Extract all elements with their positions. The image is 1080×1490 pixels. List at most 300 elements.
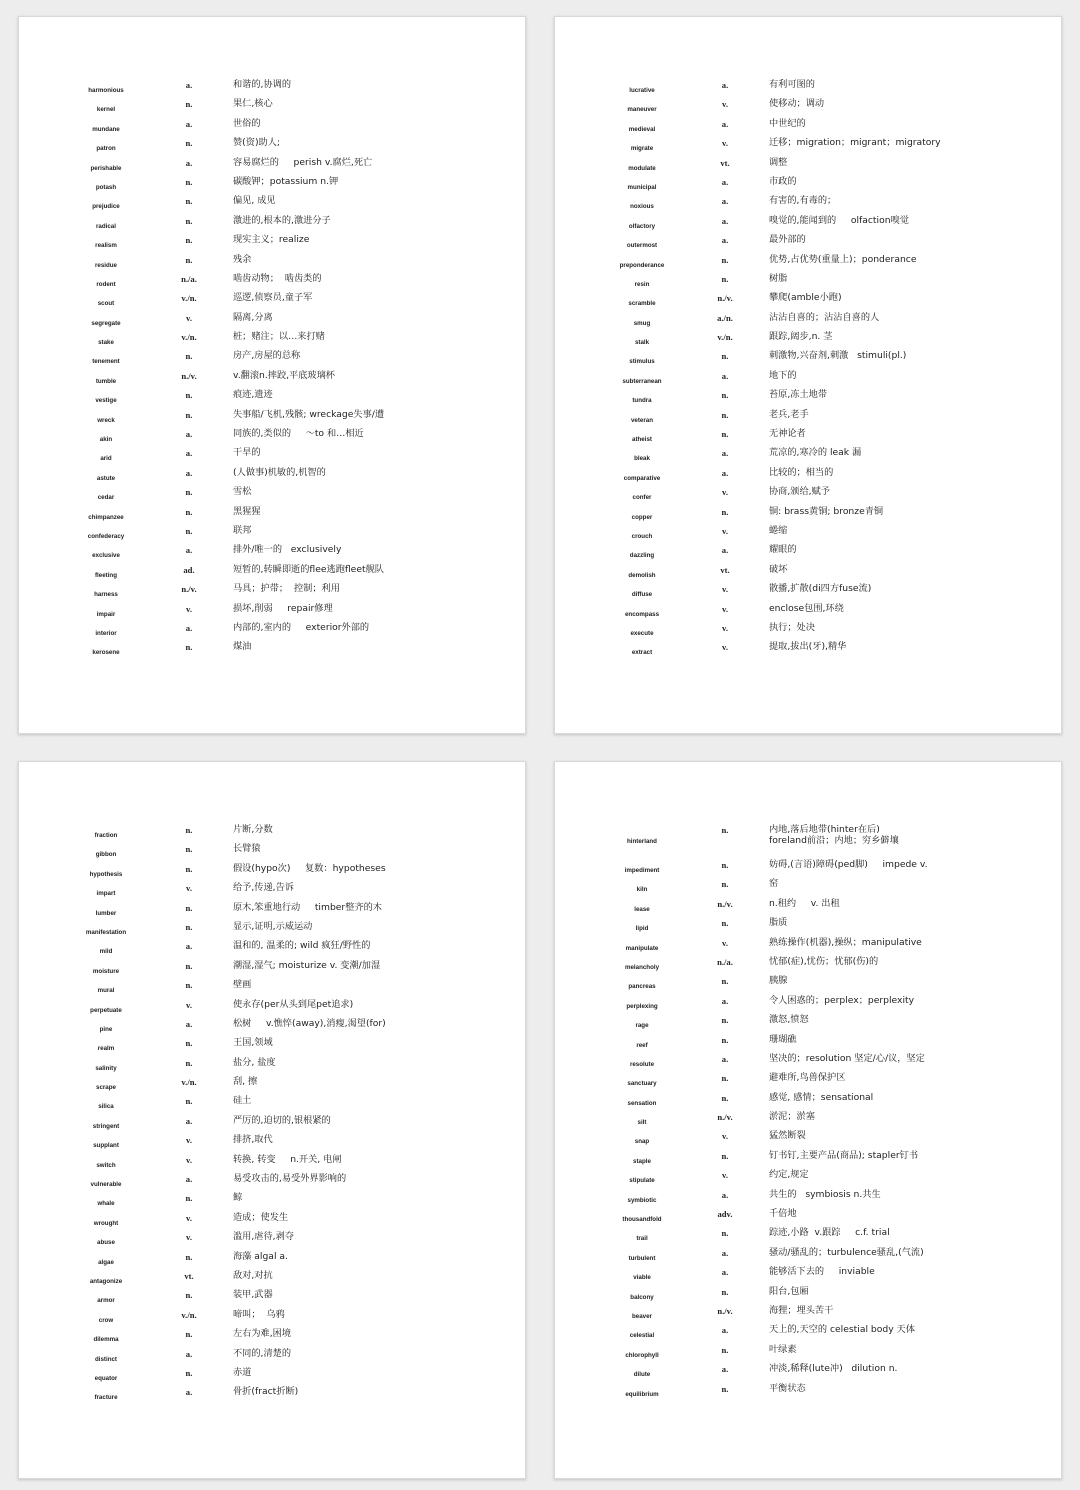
vocab-word: cedar: [97, 494, 115, 502]
part-of-speech: v.: [722, 937, 728, 948]
part-of-speech: v./n.: [181, 332, 197, 343]
vocab-row: [555, 1226, 1061, 1245]
vocab-word: tundra: [632, 397, 652, 405]
vocab-word: dilemma: [93, 1336, 119, 1344]
vocab-definition: 硅土: [233, 1095, 252, 1107]
vocab-word: akin: [99, 436, 113, 444]
vocab-definition: 踪迹,小路 v.跟踪 c.f. trial: [769, 1227, 890, 1239]
vocab-word: kiln: [636, 886, 648, 894]
part-of-speech: n./v.: [717, 1112, 733, 1123]
vocab-row: [19, 524, 525, 543]
vocab-definition: 跟踪,阔步,n. 茎: [769, 331, 833, 343]
part-of-speech: n.: [185, 409, 193, 420]
vocab-word: impediment: [624, 867, 660, 874]
vocab-row: [555, 897, 1061, 916]
vocab-definition: 残余: [233, 253, 252, 265]
vocab-row: [555, 858, 1061, 877]
vocab-row: [19, 939, 525, 958]
vocab-definition: 有利可图的: [769, 79, 815, 90]
vocabulary-list: [555, 78, 1061, 660]
vocab-row: [19, 485, 525, 504]
vocab-word: veteran: [630, 416, 653, 424]
vocab-row: [555, 233, 1061, 252]
vocab-word: encompass: [624, 610, 660, 618]
vocab-row: [19, 1075, 525, 1094]
part-of-speech: n.: [721, 409, 729, 420]
vocab-row: [19, 901, 525, 920]
part-of-speech: n./v.: [181, 584, 197, 595]
vocab-row: [19, 446, 525, 465]
vocab-word: harmonious: [88, 87, 124, 94]
vocab-definition: 妨碍,(言语)障碍(ped脚) impede v.: [769, 859, 928, 870]
vocab-word: maneuver: [627, 106, 657, 114]
vocab-row: [19, 1172, 525, 1191]
vocab-definition: 桩；赌注；以…来打赌: [233, 331, 325, 343]
part-of-speech: a.: [721, 545, 729, 556]
vocab-definition: 造成；使发生: [233, 1211, 289, 1223]
vocab-definition: 易受攻击的,易受外界影响的: [233, 1173, 347, 1185]
vocab-word: stringent: [92, 1122, 120, 1130]
vocab-word: crouch: [631, 532, 653, 540]
vocab-row: [19, 1288, 525, 1307]
vocab-definition: 协商,颁给,赋予: [769, 486, 830, 498]
part-of-speech: a.: [721, 118, 729, 129]
vocab-definition: 避难所,鸟兽保护区: [769, 1072, 846, 1084]
part-of-speech: ad.: [183, 564, 195, 575]
part-of-speech: n.: [185, 525, 193, 536]
vocab-definition: 王国,领域: [233, 1037, 273, 1049]
vocab-definition: 熟练操作(机器),操纵；manipulative: [769, 936, 922, 948]
part-of-speech: vt.: [720, 157, 730, 168]
vocab-definition: 联邦: [233, 524, 252, 536]
vocab-word: sensation: [627, 1099, 657, 1107]
vocab-definition: 比较的；相当的: [769, 466, 834, 478]
vocab-word: tumble: [95, 377, 117, 385]
part-of-speech: n.: [185, 235, 193, 246]
part-of-speech: n.: [185, 902, 193, 913]
part-of-speech: n.: [185, 1193, 193, 1204]
vocab-row: [19, 1347, 525, 1366]
vocab-definition: 窑: [769, 878, 779, 890]
vocab-word: switch: [96, 1161, 116, 1169]
vocab-word: comparative: [623, 474, 661, 482]
vocab-row: [19, 978, 525, 997]
vocab-word: smug: [633, 319, 651, 327]
part-of-speech: a.: [721, 448, 729, 459]
part-of-speech: n.: [721, 860, 729, 870]
vocab-word: subterranean: [622, 377, 662, 385]
vocab-word: olfactory: [628, 222, 656, 230]
part-of-speech: a.: [185, 80, 193, 90]
part-of-speech: n.: [721, 918, 729, 929]
vocab-word: harness: [94, 591, 118, 599]
vocab-definition: 世俗的: [233, 117, 261, 129]
part-of-speech: n.: [721, 273, 729, 284]
vocab-row: [555, 175, 1061, 194]
vocab-word: abuse: [97, 1239, 115, 1247]
vocab-row: [555, 446, 1061, 465]
vocab-word: scout: [97, 300, 115, 308]
part-of-speech: v.: [722, 138, 728, 149]
vocab-word: scrape: [96, 1084, 116, 1092]
part-of-speech: n.: [185, 1290, 193, 1301]
vocab-row: [19, 156, 525, 175]
vocab-row: [19, 97, 525, 116]
document-page-1: [18, 16, 526, 734]
part-of-speech: a.: [185, 941, 193, 952]
part-of-speech: a.: [721, 215, 729, 226]
vocab-definition: 长臂猿: [233, 843, 261, 855]
part-of-speech: n.: [185, 825, 193, 835]
vocab-row: [555, 994, 1061, 1013]
vocab-row: [555, 543, 1061, 562]
vocab-row: [555, 1091, 1061, 1110]
vocab-definition: v.翻滚n.摔跤,平底玻璃杯: [233, 369, 335, 381]
part-of-speech: n./v.: [717, 898, 733, 909]
vocab-row: [19, 640, 525, 659]
vocab-definition: 中世纪的: [769, 117, 806, 129]
vocab-row: [555, 1052, 1061, 1071]
vocab-definition: 市政的: [769, 175, 797, 187]
vocab-row: [19, 388, 525, 407]
part-of-speech: n.: [721, 1073, 729, 1084]
vocab-word: distinct: [94, 1355, 117, 1363]
part-of-speech: n.: [185, 138, 193, 149]
vocab-word: kerosene: [92, 649, 120, 657]
vocab-definition: 雪松: [233, 486, 252, 498]
vocab-definition: 老兵,老手: [769, 408, 809, 420]
vocab-word: noxious: [630, 203, 654, 211]
part-of-speech: n.: [185, 960, 193, 971]
part-of-speech: n.: [185, 921, 193, 932]
vocab-definition: 转换, 转变 n.开关, 电闸: [233, 1153, 342, 1165]
vocab-definition: 左右为难,困境: [233, 1328, 292, 1340]
vocab-word: potash: [95, 183, 117, 191]
vocab-word: stipulate: [629, 1177, 655, 1185]
vocab-row: [555, 563, 1061, 582]
vocab-word: radical: [96, 222, 116, 230]
vocab-definition: 不同的,清楚的: [233, 1347, 292, 1359]
part-of-speech: a.: [185, 429, 193, 440]
vocab-definition: 容易腐烂的 perish v.腐烂,死亡: [233, 156, 373, 168]
vocab-row: [555, 955, 1061, 974]
vocab-row: [555, 1110, 1061, 1129]
vocab-definition: 地下的: [769, 369, 797, 381]
part-of-speech: n.: [185, 176, 193, 187]
vocab-row: [555, 1129, 1061, 1148]
vocab-word: snap: [634, 1138, 650, 1146]
vocab-word: hinterland: [627, 838, 657, 845]
vocab-definition: 鲸: [233, 1192, 243, 1204]
part-of-speech: a.: [185, 1018, 193, 1029]
vocab-word: manifestation: [85, 928, 127, 936]
vocab-row: [555, 974, 1061, 993]
part-of-speech: v.: [186, 1232, 192, 1243]
vocab-definition: 刺激物,兴奋剂,刺激 stimuli(pl.): [769, 350, 907, 362]
part-of-speech: a.: [721, 80, 729, 90]
part-of-speech: n.: [185, 844, 193, 855]
vocab-definition: 骚动/骚乱的；turbulence骚乱,(气流): [769, 1246, 924, 1258]
part-of-speech: n.: [185, 487, 193, 498]
part-of-speech: n.: [721, 390, 729, 401]
vocab-word: dilute: [633, 1371, 651, 1379]
vocab-word: lucrative: [629, 87, 655, 94]
vocab-row: [555, 485, 1061, 504]
part-of-speech: n.: [721, 825, 729, 835]
vocab-row: [19, 998, 525, 1017]
vocab-row: [555, 1246, 1061, 1265]
vocab-row: [19, 330, 525, 349]
vocab-definition: 耀眼的: [769, 544, 797, 556]
vocab-definition: 赤道: [233, 1366, 252, 1378]
vocab-word: preponderance: [619, 261, 665, 269]
vocab-row: [19, 408, 525, 427]
vocab-definition: 给予,传递,告诉: [233, 882, 294, 894]
part-of-speech: n.: [185, 980, 193, 991]
part-of-speech: a.: [721, 176, 729, 187]
vocab-definition: 冲淡,稀释(lute冲) dilution n.: [769, 1363, 898, 1375]
vocab-definition: 树脂: [769, 272, 788, 284]
vocab-definition: 猛然断裂: [769, 1130, 806, 1142]
vocab-row: [555, 1033, 1061, 1052]
part-of-speech: v.: [186, 883, 192, 894]
vocab-definition: 有害的,有毒的；: [769, 195, 837, 207]
vocab-word: extract: [631, 649, 653, 657]
part-of-speech: a.: [721, 1247, 729, 1258]
part-of-speech: v.: [186, 1212, 192, 1223]
vocab-definition: 房产,房屋的总称: [233, 350, 301, 362]
part-of-speech: v.: [186, 999, 192, 1010]
vocab-definition: 赞(资)助人;: [233, 137, 281, 149]
vocab-definition: 敌对,对抗: [233, 1269, 273, 1281]
vocab-definition: (人做事)机敏的,机智的: [233, 466, 326, 478]
vocab-word: beaver: [632, 1312, 652, 1320]
vocab-word: lipid: [635, 925, 649, 933]
vocab-word: realism: [95, 242, 117, 250]
vocab-word: arid: [100, 455, 112, 463]
part-of-speech: n.: [721, 1286, 729, 1297]
vocab-word: whale: [97, 1200, 115, 1208]
vocab-word: patron: [96, 145, 116, 153]
vocab-row: [555, 1013, 1061, 1032]
vocab-row: [555, 1343, 1061, 1362]
vocab-definition: 碳酸钾；potassium n.钾: [233, 175, 339, 187]
vocab-word: resin: [634, 280, 650, 288]
vocab-definition: 胰腺: [769, 975, 788, 987]
vocab-row: [555, 156, 1061, 175]
vocab-word: impart: [96, 890, 116, 898]
part-of-speech: a.: [721, 370, 729, 381]
vocab-row: [555, 1168, 1061, 1187]
vocabulary-list: [555, 823, 1061, 1401]
vocab-definition: 千倍地: [769, 1208, 797, 1220]
part-of-speech: n.: [185, 215, 193, 226]
vocab-word: confer: [632, 494, 652, 502]
vocab-row: [19, 1250, 525, 1269]
part-of-speech: n.: [185, 1329, 193, 1340]
vocab-row: [19, 862, 525, 881]
vocab-definition: 激进的,根本的,激进分子: [233, 214, 331, 226]
vocab-word: lease: [634, 905, 650, 913]
vocab-word: execute: [630, 629, 654, 637]
part-of-speech: n.: [721, 1383, 729, 1394]
part-of-speech: a./n.: [717, 312, 733, 323]
vocab-row: [555, 136, 1061, 155]
vocab-row: [19, 272, 525, 291]
vocab-word: trail: [636, 1235, 648, 1243]
vocab-row: [19, 1056, 525, 1075]
vocab-word: modulate: [628, 164, 656, 172]
vocab-definition: 使移动；调动: [769, 98, 825, 110]
vocab-word: reef: [636, 1041, 648, 1049]
part-of-speech: n.: [185, 1251, 193, 1262]
part-of-speech: n.: [721, 351, 729, 362]
vocab-word: kernel: [96, 106, 116, 114]
part-of-speech: n.: [185, 1367, 193, 1378]
vocab-row: [555, 78, 1061, 97]
part-of-speech: a.: [185, 1115, 193, 1126]
vocab-word: gibbon: [95, 851, 117, 859]
part-of-speech: n.: [185, 1096, 193, 1107]
vocab-definition: 排外/唯一的 exclusively: [233, 544, 342, 556]
document-page-3: [18, 761, 526, 1479]
vocab-word: scramble: [628, 300, 656, 308]
vocab-definition: 海藻 algal a.: [233, 1250, 288, 1262]
vocab-row: [555, 330, 1061, 349]
vocab-definition: enclose包围,环绕: [769, 602, 844, 614]
part-of-speech: n.: [185, 1038, 193, 1049]
vocab-row: [555, 97, 1061, 116]
part-of-speech: n.: [721, 1034, 729, 1045]
part-of-speech: n.: [185, 506, 193, 517]
vocab-word: impair: [96, 610, 116, 618]
vocab-word: symbiotic: [627, 1196, 657, 1204]
vocab-word: manipulate: [625, 944, 659, 952]
vocab-definition: 失事船/飞机,残骸; wreckage失事/遭: [233, 408, 385, 420]
vocab-definition: 调整: [769, 156, 788, 168]
vocab-word: mural: [97, 987, 115, 995]
vocab-word: stake: [98, 339, 114, 347]
vocab-definition: 壁画: [233, 979, 252, 991]
vocab-word: tenement: [92, 358, 120, 366]
vocab-definition: 天上的,天空的 celestial body 天体: [769, 1324, 915, 1336]
vocab-definition: 荒凉的,寒冷的 leak 漏: [769, 447, 862, 459]
vocab-definition: 苔原,冻土地带: [769, 389, 828, 401]
part-of-speech: a.: [185, 545, 193, 556]
vocab-word: segregate: [91, 319, 121, 327]
vocab-word: rodent: [96, 280, 116, 288]
vocab-row: [19, 582, 525, 601]
part-of-speech: n./v.: [181, 370, 197, 381]
vocab-definition: 执行；处决: [769, 621, 815, 633]
vocab-row: [555, 311, 1061, 330]
vocab-row: [555, 1188, 1061, 1207]
vocab-row: [19, 427, 525, 446]
part-of-speech: v.: [186, 603, 192, 614]
vocab-word: staple: [633, 1157, 651, 1165]
vocab-row: [555, 214, 1061, 233]
vocab-word: dazzling: [629, 552, 655, 560]
vocab-word: medieval: [628, 125, 656, 133]
vocabulary-list: [19, 78, 525, 660]
vocab-word: rage: [635, 1022, 649, 1030]
vocab-word: viable: [633, 1274, 651, 1282]
vocab-word: silica: [98, 1103, 114, 1111]
vocab-word: sanctuary: [627, 1080, 657, 1088]
vocab-word: mild: [99, 948, 113, 956]
part-of-speech: a.: [185, 1387, 193, 1398]
vocab-word: residue: [94, 261, 117, 269]
vocab-row: [555, 1323, 1061, 1342]
vocab-row: [19, 1327, 525, 1346]
vocab-row: [555, 877, 1061, 896]
part-of-speech: n.: [185, 196, 193, 207]
vocab-word: atheist: [632, 436, 652, 444]
part-of-speech: a.: [721, 1267, 729, 1278]
vocab-row: [555, 621, 1061, 640]
vocab-row: [555, 1382, 1061, 1401]
vocab-row: [19, 1094, 525, 1113]
vocab-row: [555, 1149, 1061, 1168]
part-of-speech: n.: [721, 429, 729, 440]
vocab-word: resolute: [629, 1060, 655, 1068]
vocab-definition: 滥用,虐待,剥夺: [233, 1231, 294, 1243]
vocab-row: [555, 253, 1061, 272]
vocab-row: [555, 505, 1061, 524]
vocab-definition: 嗅觉的,能闻到的 olfaction嗅觉: [769, 214, 909, 226]
vocab-row: [19, 78, 525, 97]
vocab-word: confederacy: [87, 532, 125, 540]
vocab-definition: 骨折(fract折断): [233, 1386, 299, 1398]
vocab-word: diffuse: [631, 591, 653, 599]
part-of-speech: a.: [721, 196, 729, 207]
vocab-row: [555, 1362, 1061, 1381]
vocab-definition: 排挤,取代: [233, 1134, 273, 1146]
vocab-word: perpetuate: [90, 1006, 122, 1014]
part-of-speech: adv.: [717, 1209, 733, 1220]
vocab-row: [555, 349, 1061, 368]
vocab-definition: 显示,证明,示威运动: [233, 920, 313, 932]
part-of-speech: n.: [721, 1150, 729, 1161]
vocab-word: migrate: [630, 145, 654, 153]
vocab-row: [555, 466, 1061, 485]
vocab-word: vulnerable: [90, 1181, 122, 1189]
vocab-definition: 破坏: [769, 563, 788, 575]
vocab-row: [19, 194, 525, 213]
vocab-definition: 严厉的,迫切的,银根紧的: [233, 1114, 331, 1126]
vocab-row: [19, 1308, 525, 1327]
vocab-definition: 果仁,核心: [233, 98, 273, 110]
vocab-row: [19, 842, 525, 861]
vocab-definition: 海狸；埋头苦干: [769, 1304, 834, 1316]
part-of-speech: a.: [185, 118, 193, 129]
vocab-definition: 干旱的: [233, 447, 261, 459]
vocab-definition: 黑猩猩: [233, 505, 261, 517]
vocab-definition: 松树 v.憔悴(away),消瘦,渴望(for): [233, 1017, 386, 1029]
vocab-row: [555, 1304, 1061, 1323]
vocab-definition: 刮, 擦: [233, 1076, 258, 1088]
part-of-speech: n.: [721, 879, 729, 890]
vocab-definition: 提取,拔出(牙),精华: [769, 641, 847, 653]
vocab-word: perplexing: [626, 1002, 658, 1010]
part-of-speech: v.: [186, 312, 192, 323]
part-of-speech: n.: [721, 254, 729, 265]
vocab-definition: 盐分, 盐度: [233, 1056, 276, 1068]
vocab-definition: 同族的,类似的 ～to 和…相近: [233, 428, 364, 440]
part-of-speech: n.: [185, 863, 193, 874]
vocab-row: [555, 427, 1061, 446]
vocab-definition: 能够活下去的 inviable: [769, 1266, 875, 1278]
